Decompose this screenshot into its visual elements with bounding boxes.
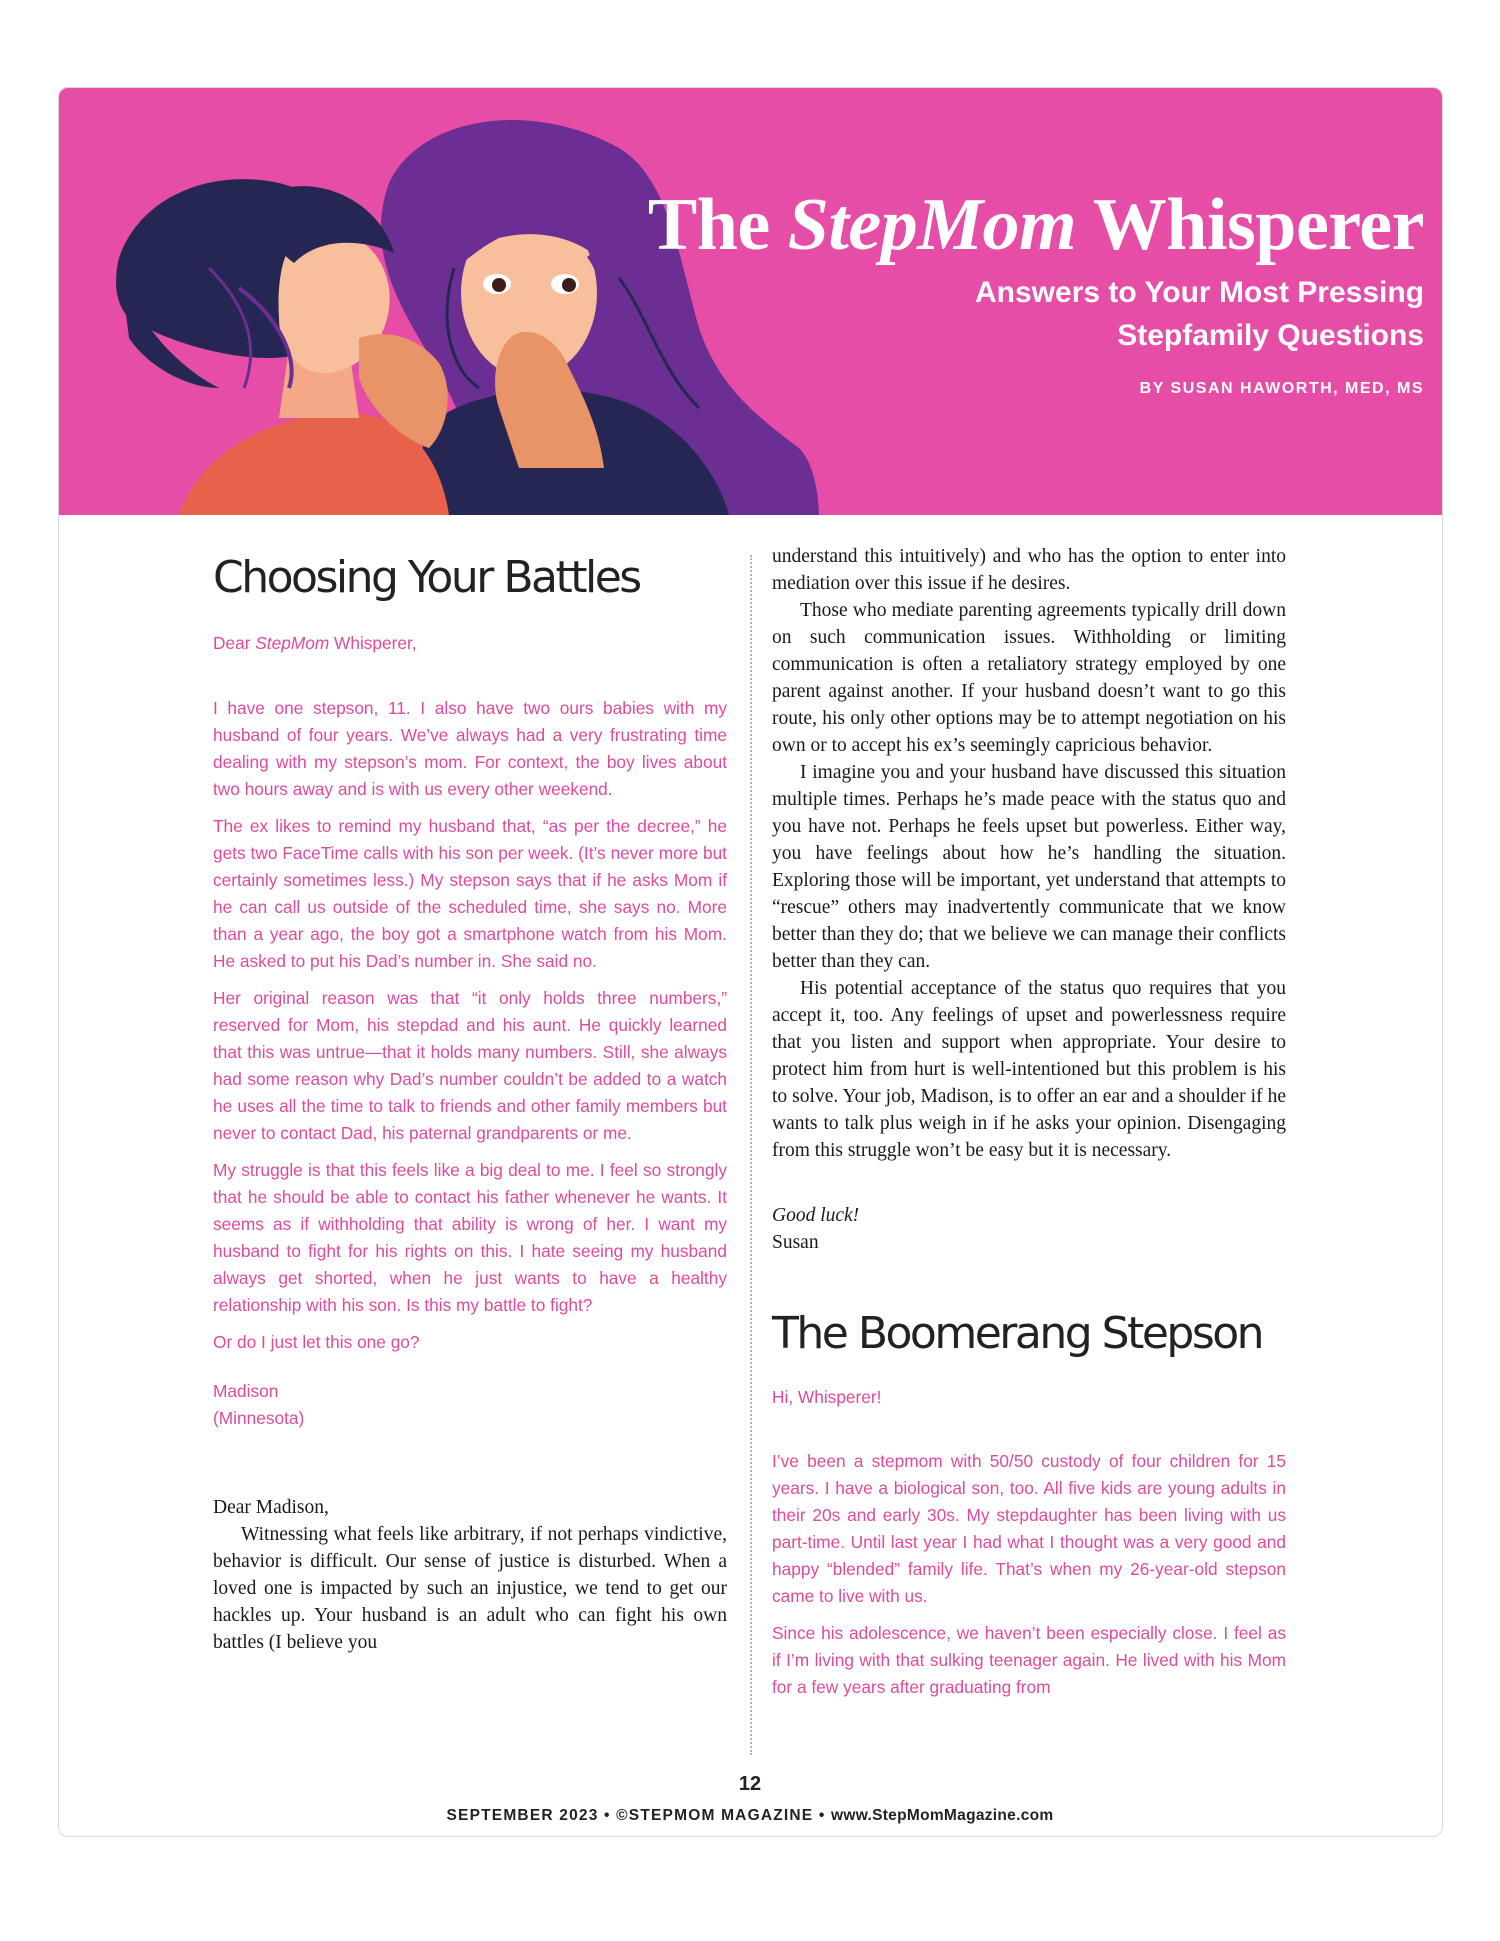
column-divider — [750, 555, 752, 1755]
banner-title — [647, 184, 1424, 266]
signoff-place: (Minnesota) — [213, 1408, 305, 1428]
salutation-em: StepMom — [255, 633, 330, 653]
reply-closing — [772, 1202, 1286, 1256]
reply-paragraph-continued: understand this intuitively) and who has the option to enter into mediation over this issue if he desires. — [772, 546, 1286, 594]
article2-letter — [772, 1384, 1286, 1701]
article1-letter-paragraph: Or do I just let this one go? — [213, 1332, 420, 1352]
banner-subtitle-line1: Answers to Your Most Pressing — [975, 276, 1424, 309]
article2-letter-paragraph: I’ve been a stepmom with 50/50 custody of four children for 15 years. I have a biological son, too. All five kids are young adults in their 20s and early 30s. My stepdaughter has been living with us part-time. Until last year I had what I thought was a very good and happy “blended” family life. That’s when my 26-year-old stepson came to live with us. — [772, 1451, 1286, 1606]
article2-letter-salutation: Hi, Whisperer! — [772, 1387, 882, 1407]
article1-letter-paragraph: I have one stepson, 11. I also have two ours babies with my husband of four years. We’ve always had a very frustrating time dealing with my stepson’s mom. For context, the boy lives about two hours away and is with us every other weekend. — [213, 698, 727, 799]
article1-reply-continued — [772, 543, 1286, 1256]
salutation-pre: Dear — [213, 633, 256, 653]
article2-heading: The Boomerang Stepson — [772, 1308, 1263, 1359]
banner-title-em: StepMom — [787, 184, 1077, 266]
footer-text: SEPTEMBER 2023 • ©STEPMOM MAGAZINE • — [446, 1807, 831, 1824]
article2-letter-paragraph: Since his adolescence, we haven’t been especially close. I feel as if I’m living with that sulking teenager again. He lived with his Mom for a few years after graduating from — [772, 1623, 1286, 1697]
two-women-whispering-illustration — [59, 88, 819, 515]
signoff-name: Madison — [213, 1381, 279, 1401]
banner-title-pre: The — [647, 184, 788, 266]
article1-letter-paragraph: Her original reason was that “it only holds three numbers,” reserved for Mom, his stepdad and his aunt. He quickly learned that this was untrue—that it holds many numbers. Still, she always had some reason why Dad’s number couldn’t be added to a watch he uses all the time to talk to friends and other family members but never to contact Dad, his paternal grandparents or me. — [213, 988, 727, 1143]
article1-letter-salutation — [213, 630, 727, 657]
article1-letter-paragraph: My struggle is that this feels like a big deal to me. I feel so strongly that he should be able to contact his father whenever he wants. It seems as if withholding that ability is wrong of her. I want my husband to fight for his rights on this. I hate seeing my husband always get shorted, when he just wants to have a healthy relationship with his son. Is this my battle to fight? — [213, 1160, 727, 1315]
salutation-post: Whisperer, — [329, 633, 417, 653]
page-number: 12 — [738, 1773, 762, 1795]
reply-paragraph: Those who mediate parenting agreements typically drill down on such communication issues. Withholding or limiting communication is often a retaliatory strategy employed by one parent against another. If your husband doesn’t want to go this route, his only other options may be to attempt negotiation on his own or to accept his ex’s seemingly capricious behavior. — [772, 600, 1286, 756]
article1-letter-paragraph: The ex likes to remind my husband that, “as per the decree,” he gets two FaceTime calls with his son per week. (It’s never more but certainly sometimes less.) My stepson says that if he asks Mom if he can call us outside of the scheduled time, she says no. More than a year ago, the boy got a smartphone watch from his Mom. He asked to put his Dad’s number in. She said no. — [213, 816, 727, 971]
footer-url[interactable]: www.StepMomMagazine.com — [830, 1807, 1054, 1824]
banner-subtitle — [975, 271, 1424, 357]
banner-title-post: Whisperer — [1076, 184, 1424, 266]
article1-letter — [213, 630, 727, 1432]
reply-signature: Susan — [772, 1232, 819, 1253]
reply-closing-text: Good luck! — [772, 1205, 860, 1226]
page-footer — [0, 1807, 1500, 1825]
reply-paragraph: I imagine you and your husband have discussed this situation multiple times. Perhaps he’s made peace with the status quo and you have not. Perhaps he feels upset but powerless. Either way, you have feelings about how he’s handling the situation. Exploring those will be important, yet understand that attempts to “rescue” others may inadvertently communicate that we know better than they do; that we believe we can manage their conflicts better than they can. — [772, 762, 1286, 972]
article1-heading: Choosing Your Battles — [213, 552, 640, 603]
left-column — [213, 548, 727, 1656]
reply-paragraph: His potential acceptance of the status quo requires that you accept it, too. Any feelings of upset and powerlessness require that you listen and support when appropriate. Your desire to protect him from hurt is well-intentioned but this problem is his to solve. Your job, Madison, is to offer an ear and a shoulder if he wants to talk plus weigh in if he asks your opinion. Disengaging from this struggle won’t be easy but it is necessary. — [772, 978, 1286, 1161]
header-banner — [59, 88, 1443, 515]
article1-reply — [213, 1494, 727, 1656]
reply-greeting: Dear Madison, — [213, 1497, 329, 1518]
banner-subtitle-line2: Stepfamily Questions — [1117, 319, 1424, 352]
right-column — [772, 543, 1286, 1711]
banner-byline: BY SUSAN HAWORTH, MED, MS — [1139, 380, 1424, 397]
reply-paragraph: Witnessing what feels like arbitrary, if not perhaps vindictive, behavior is difficult. Our sense of justice is disturbed. When a loved one is impacted by such an injustice, we tend to get our hackles up. Your husband is an adult who can fight his own battles (I believe you — [213, 1524, 727, 1653]
article1-letter-signoff — [213, 1378, 727, 1432]
